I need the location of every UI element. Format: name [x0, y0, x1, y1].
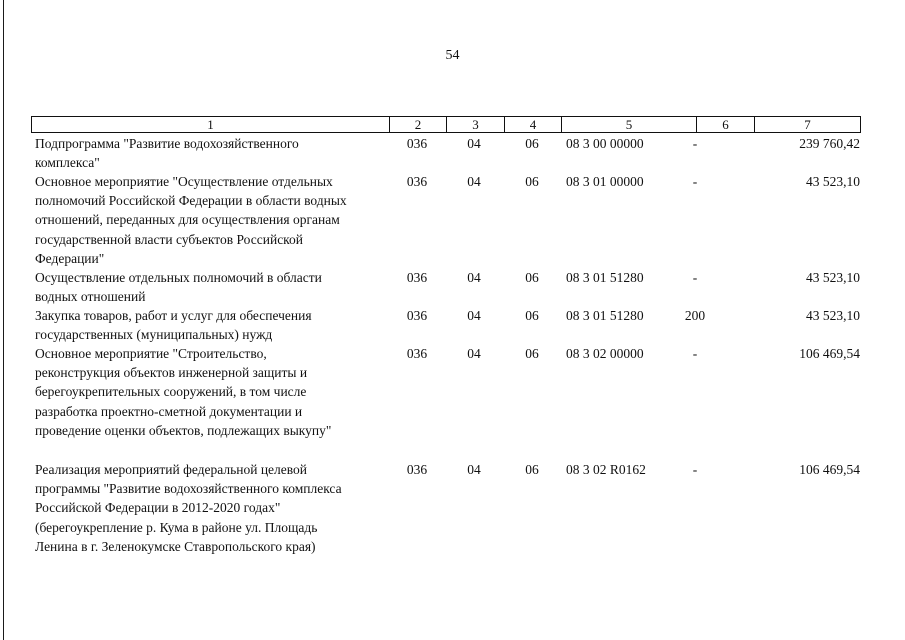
target-article-cell: 08 3 01 00000 [566, 174, 644, 189]
description-line: полномочий Российской Федерации в области водных [35, 193, 347, 209]
description-line: государственных (муниципальных) нужд [35, 327, 273, 343]
subsection-code-cell: 06 [525, 136, 539, 151]
header-col-3: 3 [447, 117, 505, 132]
amount-cell: 43 523,10 [806, 174, 860, 189]
description-line: Федерации" [35, 250, 105, 266]
ministry-code-cell: 036 [406, 308, 428, 323]
row-description [35, 306, 395, 344]
description-line: отношений, переданных для осуществления органам [35, 212, 340, 228]
row-description [35, 344, 395, 440]
section-code-cell: 04 [467, 174, 481, 189]
description-line: государственной власти субъектов Российской [35, 231, 304, 247]
target-article-cell: 08 3 01 51280 [566, 270, 644, 285]
description-line: Закупка товаров, работ и услуг для обеспечения [35, 308, 312, 323]
ministry-code-cell: 036 [406, 462, 428, 477]
description-line: реконструкция объектов инженерной защиты и [35, 365, 308, 381]
left-margin-line [3, 0, 4, 640]
ministry-code-cell: 036 [406, 136, 428, 151]
description-line: берегоукрепительных сооружений, в том числе [35, 384, 307, 400]
row-description [35, 134, 395, 172]
target-article-cell: 08 3 01 51280 [566, 308, 644, 323]
ministry-code-cell: 036 [406, 346, 428, 361]
description-line: Осуществление отдельных полномочий в области [35, 270, 322, 285]
description-line: Реализация мероприятий федеральной целевой [35, 462, 308, 477]
row-description [35, 172, 395, 268]
page-number: 54 [445, 48, 460, 63]
subsection-code-cell: 06 [525, 174, 539, 189]
amount-cell: 43 523,10 [806, 308, 860, 323]
expense-type-cell: - [692, 174, 698, 189]
section-code-cell: 04 [467, 270, 481, 285]
target-article-cell: 08 3 02 R0162 [566, 462, 646, 477]
subsection-code-cell: 06 [525, 462, 539, 477]
amount-cell: 43 523,10 [806, 270, 860, 285]
section-code-cell: 04 [467, 346, 481, 361]
header-col-2: 2 [390, 117, 447, 132]
ministry-code-cell: 036 [406, 174, 428, 189]
description-line: разработка проектно-сметной документации и [35, 403, 303, 419]
row-description [35, 460, 395, 556]
amount-cell: 239 760,42 [799, 136, 860, 151]
description-line: проведение оценки объектов, подлежащих выкупу" [35, 422, 332, 438]
section-code-cell: 04 [467, 462, 481, 477]
description-line: Подпрограмма "Развитие водохозяйственного [35, 136, 299, 151]
expense-type-cell: - [692, 136, 698, 151]
description-line: Ленина в г. Зеленокумске Ставропольского края) [35, 538, 316, 554]
section-code-cell: 04 [467, 308, 481, 323]
description-line: Основное мероприятие "Строительство, [35, 346, 267, 361]
expense-type-cell: 200 [684, 308, 706, 323]
description-line: программы "Развитие водохозяйственного комплекса [35, 481, 342, 497]
subsection-code-cell: 06 [525, 270, 539, 285]
amount-cell: 106 469,54 [799, 462, 860, 477]
description-line: Российской Федерации в 2012-2020 годах" [35, 500, 281, 516]
description-line: Основное мероприятие "Осуществление отдельных [35, 174, 333, 189]
target-article-cell: 08 3 00 00000 [566, 136, 644, 151]
description-line: комплекса" [35, 155, 100, 171]
header-col-5: 5 [562, 117, 697, 132]
section-code-cell: 04 [467, 136, 481, 151]
description-line: водных отношений [35, 289, 146, 305]
subsection-code-cell: 06 [525, 308, 539, 323]
description-line: (берегоукрепление р. Кума в районе ул. Площадь [35, 519, 318, 535]
ministry-code-cell: 036 [406, 270, 428, 285]
row-description [35, 268, 395, 306]
header-col-4: 4 [505, 117, 562, 132]
expense-type-cell: - [692, 270, 698, 285]
target-article-cell: 08 3 02 00000 [566, 346, 644, 361]
header-col-6: 6 [697, 117, 755, 132]
table-header-row [31, 116, 861, 133]
expense-type-cell: - [692, 462, 698, 477]
expense-type-cell: - [692, 346, 698, 361]
header-col-1: 1 [32, 117, 390, 132]
amount-cell: 106 469,54 [799, 346, 860, 361]
header-col-7: 7 [804, 117, 811, 132]
subsection-code-cell: 06 [525, 346, 539, 361]
